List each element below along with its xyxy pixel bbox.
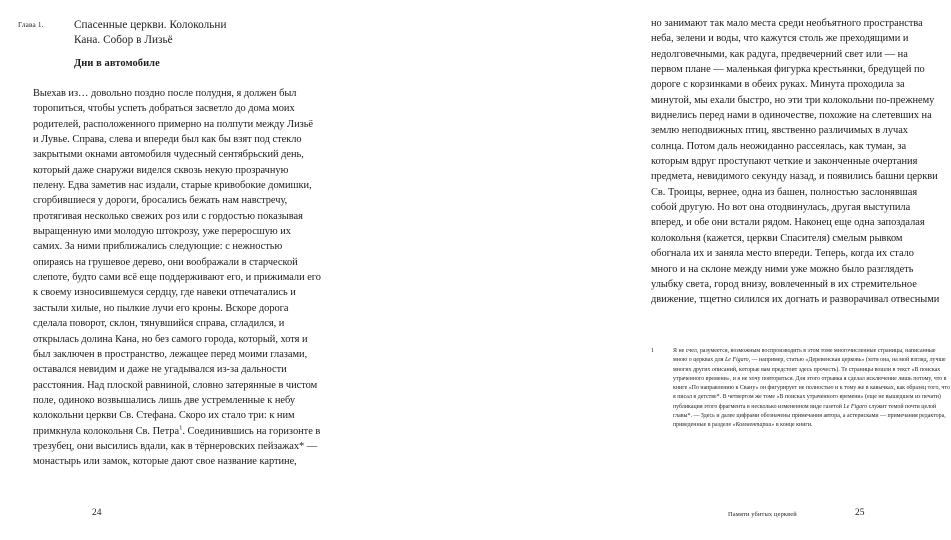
footnote-paragraph — [673, 347, 951, 430]
page-number-right: 25 — [855, 508, 865, 518]
chapter-title-line-1: Спасенные церкви. Колокольни — [74, 19, 227, 31]
figaro-title-first: Le Figaro — [724, 357, 749, 364]
body-text-right-page — [651, 16, 941, 308]
chapter-label: Глава 1. — [18, 20, 44, 29]
footnote-reference-marker[interactable]: 1 — [179, 424, 183, 432]
section-title: Дни в автомобиле — [74, 58, 160, 69]
commentary-section-title: «Комментарии» — [732, 422, 775, 428]
footnote-part-5: в конце книги. — [774, 422, 813, 428]
page-right — [321, 0, 950, 540]
footnote-part-1: Я не счел, разумеется, возможным воспроизводить в этом томе многочисленные страницы, написанные мною о церквах для — [673, 348, 936, 364]
paragraph — [33, 86, 321, 470]
figaro-title-second: Le Figaro — [843, 403, 868, 410]
page-left — [0, 0, 321, 540]
footnote-part-3: служит темой почти целой главы*. — Здесь и далее цифрами обозначены примечания автора, а астерисками — примечания редактора, приведенные в разделе — [673, 403, 946, 428]
paragraph: но занимают так мало места среди необъятного пространства неба, зелени и воды, что кажутся столь же преходящими и недолговечными, как радуга, предвечерний свет или — на первом плане — маленькая фигурка крестьянки, бредущей по дороге с корзинками в обеих руках. Минута проходила за минутой, мы ехали быстро, но эти три колокольни по-прежнему виднелись перед нами в одиночестве, похожие на слетевших на землю неподвижных птиц, явственно различимых в лучах солнца. Потом даль неожиданно рассеялась, как туман, за которым вдруг проступают четкие и законченные очертания предмета, невидимого секунду назад, и появились башни церкви Св. Троицы, вернее, одна из башен, полностью заслонявшая собой другую. Но вот она отодвинулась, другая выступила вперед, и обе они встали рядом. Наконец еще одна запоздалая колокольня (кажется, церкви Спасителя) смелым рывком обогнала их и заняла место впереди. Теперь, когда их стало много и на склоне между ними уже можно было разглядеть улыбку света, город внизу, вовлеченный в их стремительное движение, тщетно силился их догнать и разворачивал отвесными — [651, 18, 940, 306]
footnote-block — [651, 347, 951, 430]
page-number-left: 24 — [92, 508, 102, 518]
body-text-part-1: Выехав из… довольно поздно после полудня, я должен был торопиться, чтобы успеть добраться засветло до дома моих родителей, расположенного примерно на полпути между Лизьё и Лувье. Справа, слева и впереди был как бы взят под стекло закрытыми окнами автомобиля чудесный сентябрьский день, который даже снаружи виделся сквозь некую прозрачную пелену. Едва заметив нас издали, старые кривобокие домишки, сгорбившиеся у дороги, бросались бежать нам навстречу, протягивая несколько свежих роз или с гордостью показывая выращенную ими молодую штокрозу, уже переросшую их самих. За ними приближались следующие: с нежностью опираясь на грушевое дерево, они воображали в старческой слепоте, будто сами всё еще поддерживают его, и прижимали его к своему износившемуся сердцу, где навеки отпечатались и застыли хилые, но пылкие лучи его кроны. Вскоре дорога сделала поворот, склон, тянувшийся справа, сгладился, и открылась долина Кана, но без самого города, который, хотя и был заключен в пространство, лежащее перед моими глазами, оставался невидим и даже не угадывался из-за дальности расстояния. Над плоской равниной, словно затерянные в чистом поле, одиноко возвышались лишь две устремленные к небу колокольни церкви Св. Стефана. Скоро их стало три: к ним примкнула колокольня Св. Петра — [33, 88, 321, 437]
body-text-left-page — [33, 86, 321, 470]
footnote-part-2: , — например, статью «Деревенская церковь» (хотя она, на мой взгляд, лучше многих других описаний, которые вам предстоит здесь прочесть). Те страницы вошли в текст «В поисках утраченного времени», и я не хочу повторяться. Для этого отрывка я сделал исключение лишь потому, что в книге «По направлению к Свану» он фигурирует не полностью и к тому же в кавычках, как образец того, что я писал в детстве*. В четвертом же томе «В поисках утраченного времени» (еще не вышедшем из печати) публикация этого фрагмента в несколько измененном виде газетой — [673, 357, 950, 410]
footnote-text — [673, 347, 951, 430]
chapter-title — [74, 18, 226, 49]
chapter-title-line-2: Кана. Собор в Лизьё — [74, 34, 173, 47]
running-title: Памяти убитых церквей — [728, 511, 797, 518]
body-text-part-2: . Соединившись на горизонте в трезубец, они высились вдали, как в тёрнеровских пейзажах* — монастырь или замок, которые дают свое название картине, — [33, 425, 321, 468]
chapter-header — [18, 18, 311, 49]
footnote-number: 1 — [651, 348, 654, 354]
